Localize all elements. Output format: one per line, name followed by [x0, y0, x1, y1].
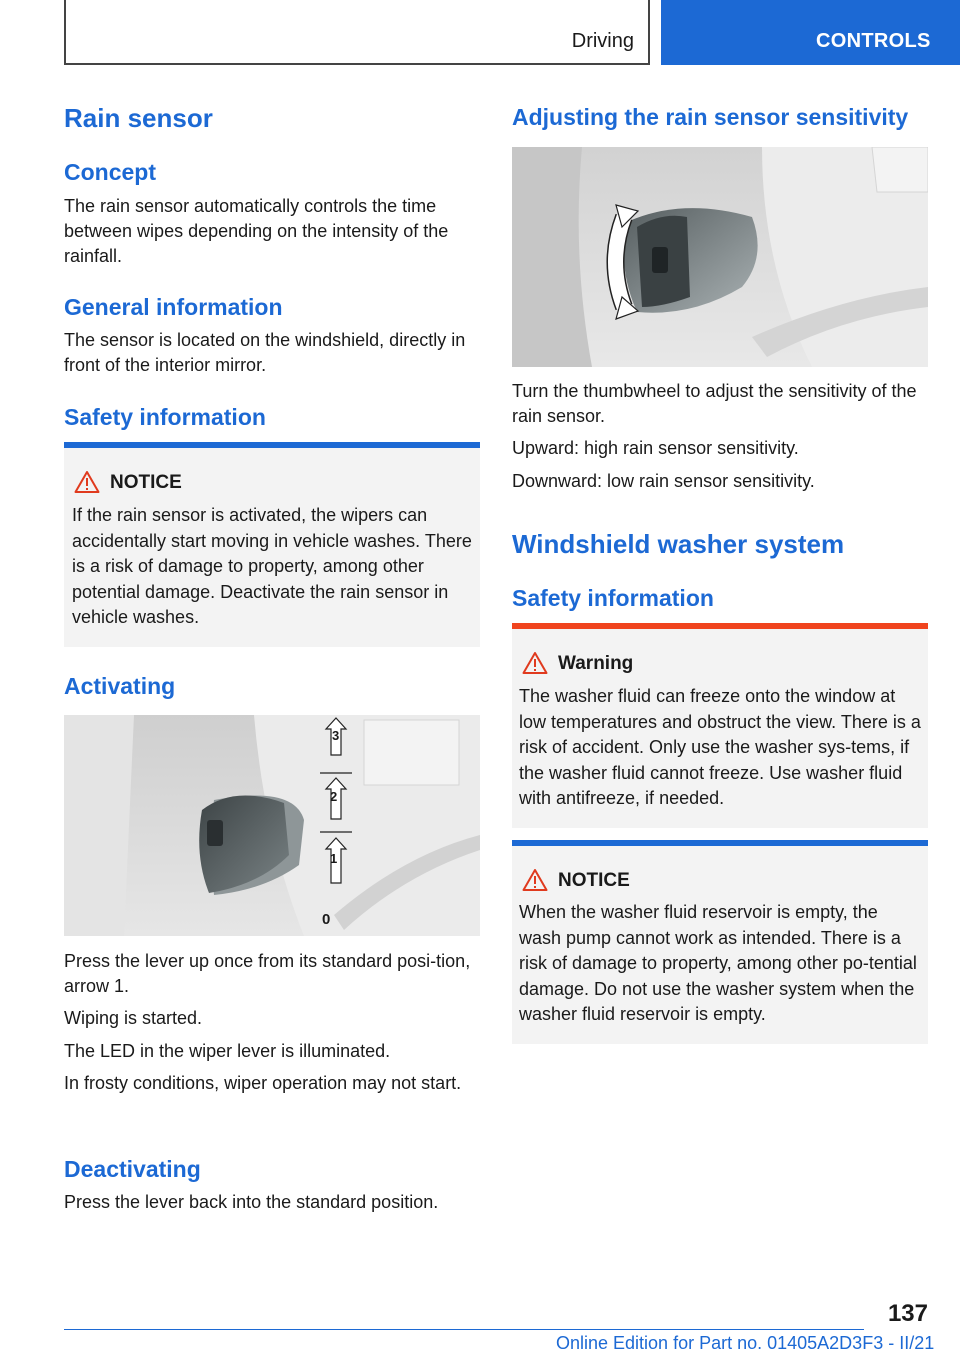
general-information-heading: General information	[64, 294, 283, 320]
warning-box	[512, 623, 928, 828]
deactivating-text: Press the lever back into the standard position.	[64, 1192, 439, 1212]
notice-bar	[64, 442, 480, 448]
arrow-label-1: 1	[330, 851, 338, 866]
wiper-lever-activation-figure	[64, 715, 480, 936]
header-chapter-label: CONTROLS	[816, 30, 931, 52]
washer-notice-box	[512, 840, 928, 1044]
notice-box	[64, 442, 480, 647]
adjust-text-3: Downward: low rain sensor sensitivity.	[512, 471, 815, 491]
washer-safety-heading: Safety information	[512, 585, 714, 611]
windshield-washer-title: Windshield washer system	[512, 529, 845, 559]
direction-arrows-graphic	[316, 715, 356, 936]
warning-bar	[512, 623, 928, 629]
arrow-label-3: 3	[332, 728, 340, 743]
safety-information-heading: Safety information	[64, 404, 266, 430]
warning-triangle-icon	[522, 651, 548, 675]
wiper-lever-illustration	[64, 715, 480, 936]
page-number: 137	[887, 1300, 928, 1327]
adjust-sensitivity-heading: Adjusting the rain sensor sensitivity	[512, 104, 909, 130]
arrow-label-2: 2	[330, 789, 338, 804]
footer-rule	[64, 1329, 864, 1330]
header-section-tab	[64, 0, 650, 65]
activating-text-4: In frosty conditions, wiper operation may not start.	[64, 1073, 462, 1093]
washer-notice-title: NOTICE	[558, 870, 630, 891]
thumbwheel-illustration	[512, 147, 928, 367]
notice-bar	[512, 840, 928, 846]
adjust-text-2: Upward: high rain sensor sensitivity.	[512, 438, 799, 458]
general-information-text: The sensor is located on the windshield, directly in front of the interior mirror.	[64, 330, 466, 375]
rain-sensor-title: Rain sensor	[64, 103, 213, 133]
footer-edition: Online Edition for Part no. 01405A2D3F3 - II/21	[556, 1333, 935, 1353]
header-section-label: Driving	[571, 30, 634, 52]
activating-text-3: The LED in the wiper lever is illuminated.	[64, 1041, 391, 1061]
warning-triangle-icon	[522, 868, 548, 892]
activating-text-2: Wiping is started.	[64, 1008, 203, 1028]
concept-heading: Concept	[64, 159, 156, 185]
notice-title: NOTICE	[110, 472, 182, 493]
warning-title: Warning	[558, 653, 634, 674]
thumbwheel-sensitivity-figure	[512, 147, 928, 367]
deactivating-heading: Deactivating	[64, 1156, 201, 1182]
warning-triangle-icon	[74, 470, 100, 494]
concept-text: The rain sensor automatically controls the time between wipes depending on the intensity of the rainfall.	[64, 196, 449, 266]
activating-text-1: Press the lever up once from its standard posi-tion, arrow 1.	[64, 951, 471, 996]
notice-text: If the rain sensor is activated, the wipers can accidentally start moving in vehicle washes. There is a risk of damage to property, among other potential damage. Deactivate the rain sensor in vehicle washes.	[72, 505, 472, 627]
activating-heading: Activating	[64, 673, 176, 699]
warning-text: The washer fluid can freeze onto the window at low temperatures and obstruct the view. There is a risk of accident. Only use the washer sys-tems, if the washer fluid cannot freeze. Use washer fluid with antifreeze, if needed.	[519, 686, 921, 808]
adjust-text-1: Turn the thumbwheel to adjust the sensitivity of the rain sensor.	[512, 381, 917, 426]
position-label-0: 0	[322, 911, 331, 928]
washer-notice-text: When the washer fluid reservoir is empty, the wash pump cannot work as intended. There is a risk of damage to property, among other po-tential damage. Do not use the washer system when the washer fluid reservoir is empty.	[519, 902, 917, 1024]
